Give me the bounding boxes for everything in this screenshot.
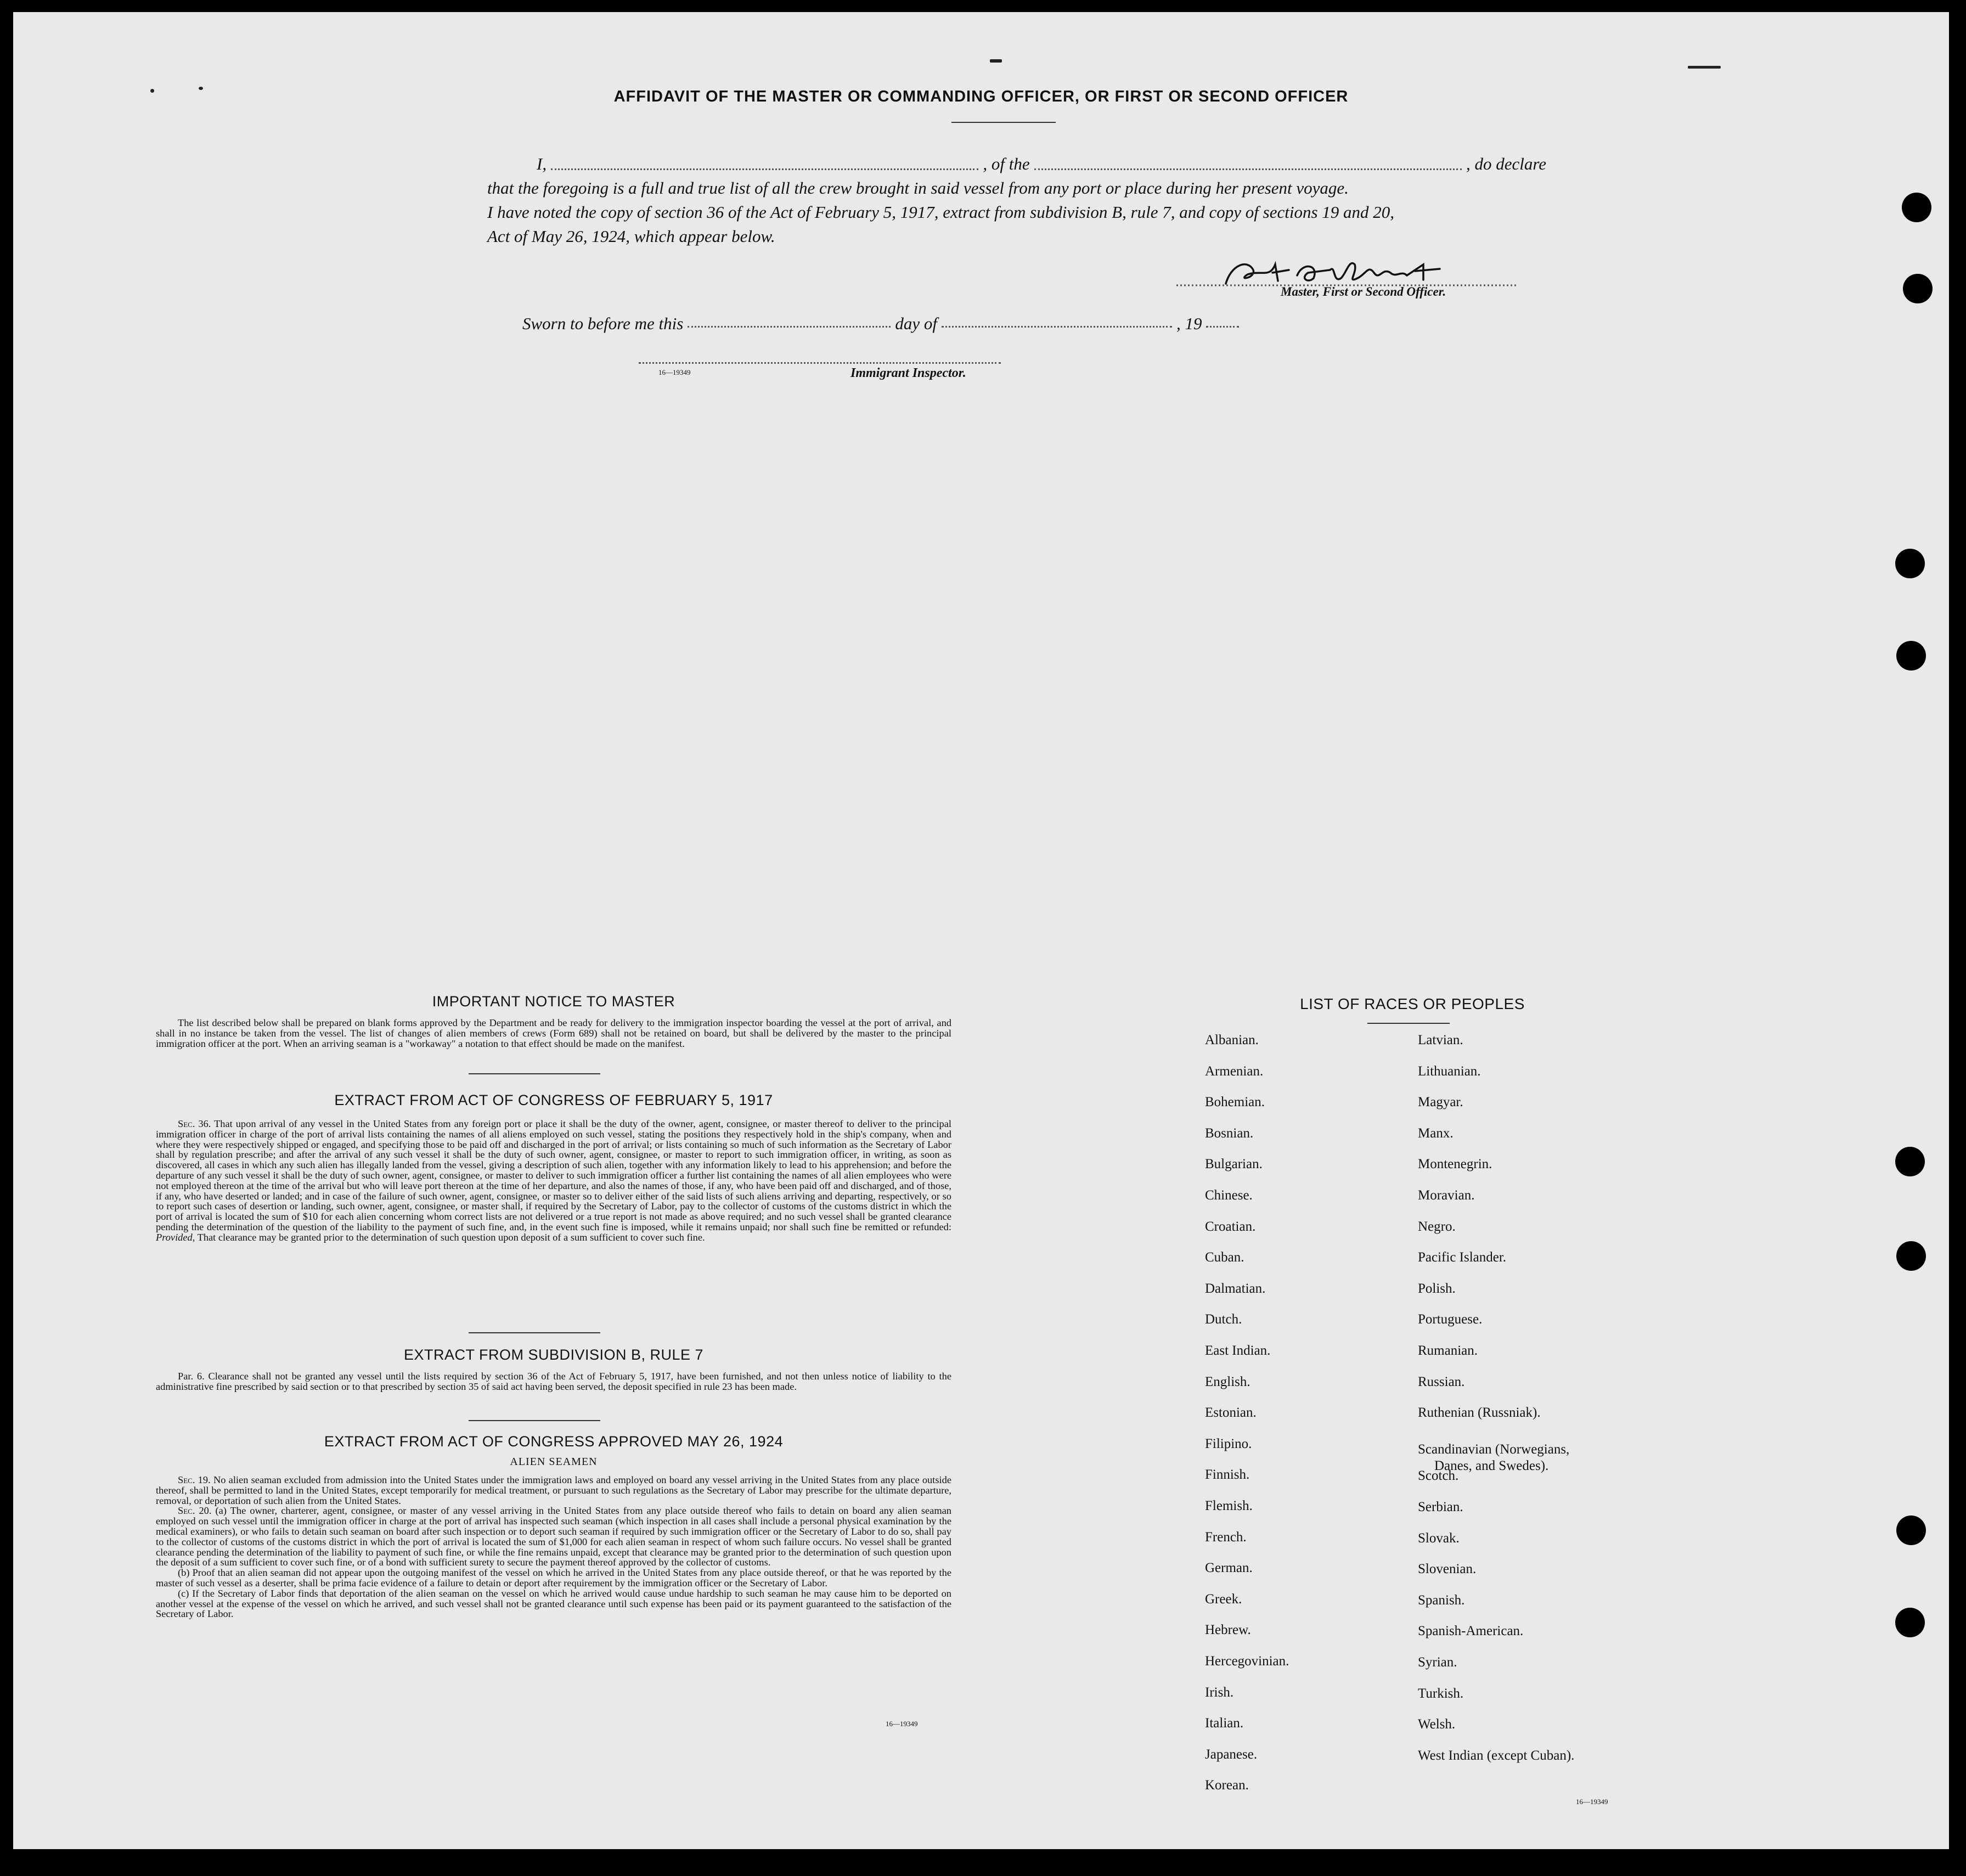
- extract-1917-title: EXTRACT FROM ACT OF CONGRESS OF FEBRUARY 5, 1917: [334, 1092, 773, 1108]
- form-number: 16—19349: [658, 368, 691, 376]
- sworn-text: Sworn to before me this: [522, 314, 684, 333]
- race-item: Serbian.: [1418, 1500, 1463, 1514]
- sec-19-label: Sec. 19.: [178, 1474, 211, 1485]
- race-item: Russian.: [1418, 1374, 1465, 1389]
- race-item: Filipino.: [1205, 1436, 1252, 1451]
- title-rule: [951, 122, 1056, 123]
- affidavit-line-4: Act of May 26, 1924, which appear below.: [487, 227, 775, 246]
- race-item: Welsh.: [1418, 1717, 1456, 1732]
- race-item: Hebrew.: [1205, 1623, 1251, 1638]
- sworn-line: [522, 314, 1291, 334]
- notice-body: [156, 1018, 951, 1049]
- race-item: Polish.: [1418, 1281, 1456, 1296]
- sec-36-paragraph: [156, 1119, 951, 1243]
- races-title-rule: [1367, 1023, 1450, 1024]
- affidavit-title: AFFIDAVIT OF THE MASTER OR COMMANDING OFFICER, OR FIRST OR SECOND OFFICER: [613, 88, 1349, 105]
- race-item: Pacific Islander.: [1418, 1250, 1507, 1265]
- extract-1917-body: [156, 1119, 951, 1243]
- race-item: Spanish.: [1418, 1592, 1465, 1608]
- punch-hole: [1896, 641, 1926, 671]
- sec-19-text: No alien seaman excluded from admission into the United States under the immigration laws and employed on board any vessel arriving in the United States from any place outside thereof, shall be permitted to land in the United States, except temporarily for medical treatment, or pursuant to such regulations as the Secretary of Labor may prescribe for the ultimate departure, removal, or deportation of such alien from the United States.: [156, 1474, 951, 1506]
- race-item: Greek.: [1205, 1591, 1242, 1607]
- punch-hole: [1895, 1608, 1925, 1637]
- extract-1917-section: [156, 1092, 951, 1243]
- race-item: Bulgarian.: [1205, 1157, 1263, 1172]
- declarant-prefix: I,: [537, 154, 547, 173]
- race-item: Lithuanian.: [1418, 1063, 1481, 1079]
- punch-hole: [1895, 1147, 1925, 1176]
- race-item: East Indian.: [1205, 1343, 1271, 1358]
- proviso-label: Provided,: [156, 1231, 195, 1243]
- races-title: LIST OF RACES OR PEOPLES: [1300, 995, 1525, 1012]
- affidavit-body: [487, 152, 1546, 249]
- rule-7-title: EXTRACT FROM SUBDIVISION B, RULE 7: [403, 1347, 704, 1363]
- section-rule: [469, 1073, 600, 1074]
- signature-caption: Master, First or Second Officer.: [1281, 285, 1446, 298]
- affidavit-line-2: that the foregoing is a full and true list of all the crew brought in said vessel from any port or place during her present voyage.: [487, 178, 1349, 198]
- race-item: Bosnian.: [1205, 1125, 1254, 1141]
- year-prefix: , 19: [1176, 314, 1202, 333]
- form-number: 16—19349: [886, 1720, 918, 1728]
- day-of-text: day of: [895, 314, 937, 333]
- race-item: Manx.: [1418, 1125, 1454, 1141]
- punch-hole: [1903, 274, 1933, 303]
- rule-7-body: [156, 1371, 951, 1392]
- race-item: Negro.: [1418, 1219, 1456, 1234]
- race-item: Scandinavian (Norwegians,: [1418, 1441, 1570, 1457]
- sec-20-label: Sec. 20.: [178, 1505, 212, 1517]
- sec-20c-paragraph: (c) If the Secretary of Labor finds that deportation of the alien seaman on the vessel on which he arrived would cause undue hardship to such seaman he may cause him to be deported on another vessel at the expense of the vessel on which he arrived, and such vessel shall not be granted clearance until such expense has been paid or its payment guaranteed to the satisfaction of the Secretary of Labor.: [156, 1587, 951, 1620]
- race-item: Hercegovinian.: [1205, 1654, 1289, 1669]
- declarant-name-field[interactable]: [551, 152, 978, 170]
- affidavit-line-3: I have noted the copy of section 36 of the Act of February 5, 1917, extract from subdivision B, rule 7, and copy of sections 19 and 20,: [487, 202, 1395, 222]
- race-item: French.: [1205, 1529, 1247, 1545]
- race-item: Dutch.: [1205, 1312, 1242, 1327]
- race-item: Estonian.: [1205, 1405, 1257, 1421]
- race-item: Armenian.: [1205, 1063, 1264, 1079]
- race-item: West Indian (except Cuban).: [1418, 1748, 1575, 1763]
- notice-paragraph: The list described below shall be prepared on blank forms approved by the Department and be ready for delivery to the immigration inspector boarding the vessel at the port of arrival, and shall in no instance be taken from the vessel. The list of changes of alien members of crews (Form 689) shall not be retained on board, but shall be delivered by the master to the principal immigration officer at the port. When an arriving seaman is a "workaway" a notation to that effect should be made on the manifest.: [156, 1017, 951, 1049]
- notice-title: IMPORTANT NOTICE TO MASTER: [432, 993, 675, 1010]
- race-item: German.: [1205, 1560, 1253, 1576]
- race-item: Slovak.: [1418, 1530, 1460, 1546]
- speck: [1688, 66, 1721, 69]
- notice-section: [156, 993, 951, 1049]
- race-item: Turkish.: [1418, 1686, 1464, 1701]
- race-item: Magyar.: [1418, 1095, 1463, 1110]
- race-item: Flemish.: [1205, 1498, 1253, 1513]
- sworn-month-field[interactable]: [942, 326, 1172, 328]
- race-item: Dalmatian.: [1205, 1281, 1266, 1296]
- race-item: Chinese.: [1205, 1188, 1253, 1203]
- race-item: Bohemian.: [1205, 1095, 1265, 1110]
- race-item: Montenegrin.: [1418, 1157, 1492, 1172]
- punch-hole: [1902, 193, 1931, 222]
- sec-36-text: That upon arrival of any vessel in the United States from any foreign port or place it shall be the duty of the owner, agent, consignee, or master thereof to deliver to the principal immigration officer in charge of the port of arrival lists containing the names of all aliens employed on such vessel, stating the positions they respectively hold in the ship's company, when and where they were respectively shipped or engaged, and specifying those to be paid off and discharged in the port of arrival; or lists containing so much of such information as the Secretary of Labor shall by regulation prescribe; and after the arrival of any such vessel it shall be the duty of such owner, agent, consignee, or master to report to such immigration officer, in writing, as soon as discovered, all cases in which any such alien has illegally landed from the vessel, giving a description of such alien, together with any information likely to lead to his apprehension; and before the departure of any such vessel it shall be the duty of such owner, agent, consignee, or master to deliver to such immigration officer a further list containing the names of all alien employees who were not employed thereon at the time of the arrival but who will leave port thereon at the time of her departure, and also the names of those, if any, who have been paid off and discharged, and of those, if any, who have deserted or landed; and in case of the failure of such owner, agent, consignee, or master so to deliver either of the said lists of such aliens arriving and departing, respectively, or so to report such cases of desertion or landing, such owner, agent, consignee, or master shall, if required by the Secretary of Labor, pay to the collector of customs of the customs district in which the port of arrival is located the sum of $10 for each alien concerning whom correct lists are not delivered or a true report is not made as above required; and no such vessel shall be granted clearance pending the determination of the question of the liability to the payment of such fine, and, in the event such fine is imposed, while it remains unpaid; nor shall such fine be remitted or refunded:: [156, 1118, 952, 1232]
- speck: [990, 59, 1002, 63]
- race-item: Slovenian.: [1418, 1562, 1477, 1577]
- race-item: Moravian.: [1418, 1188, 1475, 1203]
- sec-20a-text: (a) The owner, charterer, agent, consignee, or master of any vessel arriving in the United States from any place outside thereof who fails to detain on board any alien seaman employed on such vessel until the immigration officer in charge at the port of arrival has inspected such seaman (which inspection in all cases shall include a personal physical examination by the medical examiners), or who fails to detain such seaman on board after such inspection or to deport such seaman if required by such immigration officer or the Secretary of Labor to do so, shall pay to the collector of customs of the customs district in which the port of arrival is located the sum of $1,000 for each alien seaman in respect of whom such failure occurs. No vessel shall be granted clearance pending the determination of the liability to payment of such fine, or while the fine remains unpaid, except that clearance may be granted prior to the determination of such question upon the deposit of a sum sufficient to cover such fine, or of a bond with sufficient surety to secure the payment thereof approved by the collector of customs.: [156, 1505, 951, 1568]
- race-item: Korean.: [1205, 1778, 1249, 1793]
- race-item: Ruthenian (Russniak).: [1418, 1405, 1541, 1421]
- race-item: English.: [1205, 1374, 1250, 1389]
- rule-7-paragraph: Par. 6. Clearance shall not be granted any vessel until the lists required by section 36 of the Act of February 5, 1917, have been furnished, and not then unless notice of liability to the administrative fine prescribed by said section or to that prescribed by section 35 of said act having been served, the deposit specified in rule 23 has been made.: [156, 1371, 951, 1392]
- race-item: Scotch.: [1418, 1468, 1459, 1484]
- vessel-name-field[interactable]: [1034, 152, 1462, 170]
- race-item: Italian.: [1205, 1716, 1244, 1731]
- sworn-day-field[interactable]: [688, 326, 891, 328]
- vessel-prefix: , of the: [983, 154, 1030, 173]
- sec-20b-paragraph: (b) Proof that an alien seaman did not appear upon the outgoing manifest of the vessel on which he arrived in the United States from any place outside thereof, or that he was reported by the master of such vessel as a deserter, shall be prima facie evidence of a failure to detain or deport after requirement by the immigration officer or the Secretary of Labor.: [156, 1567, 951, 1588]
- race-item: Danes, and Swedes).: [1434, 1458, 1549, 1473]
- punch-hole: [1895, 549, 1925, 578]
- race-item: Croatian.: [1205, 1219, 1256, 1234]
- race-item: Irish.: [1205, 1685, 1234, 1700]
- alien-seamen-subtitle: ALIEN SEAMEN: [510, 1456, 598, 1468]
- sec-20a-paragraph: [156, 1506, 951, 1568]
- extract-1924-section: [156, 1433, 951, 1619]
- race-item: Latvian.: [1418, 1033, 1463, 1047]
- race-item: Portuguese.: [1418, 1312, 1483, 1327]
- rule-7-section: [156, 1347, 951, 1392]
- race-item: Rumanian.: [1418, 1343, 1478, 1358]
- sec-19-paragraph: [156, 1475, 951, 1506]
- race-item: Syrian.: [1418, 1655, 1457, 1670]
- sec-36-label: Sec. 36.: [178, 1118, 211, 1129]
- punch-hole: [1896, 1516, 1926, 1545]
- form-page: [13, 12, 1949, 1849]
- punch-hole: [1896, 1241, 1926, 1271]
- extract-1924-title: EXTRACT FROM ACT OF CONGRESS APPROVED MAY 26, 1924: [324, 1433, 784, 1450]
- race-item: Cuban.: [1205, 1250, 1244, 1265]
- race-item: Japanese.: [1205, 1747, 1258, 1762]
- affidavit-line-1: [487, 152, 1546, 176]
- section-rule: [469, 1332, 600, 1333]
- race-item: Spanish-American.: [1418, 1624, 1524, 1639]
- declare-text: , do declare: [1466, 154, 1547, 173]
- inspector-caption: Immigrant Inspector.: [850, 366, 966, 380]
- form-number: 16—19349: [1576, 1798, 1608, 1806]
- race-item: Albanian.: [1205, 1033, 1259, 1047]
- inspector-signature-line[interactable]: [639, 362, 1001, 364]
- sworn-year-field[interactable]: [1206, 326, 1239, 328]
- proviso-text: That clearance may be granted prior to the determination of such question upon deposit of a sum sufficient to cover such fine.: [197, 1231, 705, 1243]
- extract-1924-body: [156, 1475, 951, 1619]
- race-item: Finnish.: [1205, 1467, 1250, 1483]
- section-rule: [469, 1420, 600, 1421]
